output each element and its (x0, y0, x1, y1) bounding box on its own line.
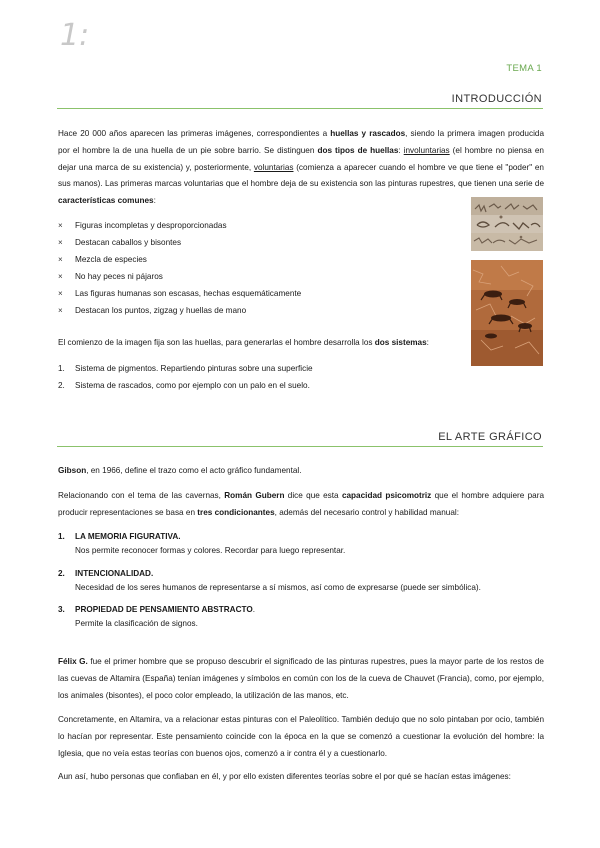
list-item: × Destacan caballos y bisontes (58, 238, 182, 247)
cave-painting-image-1 (471, 197, 543, 251)
intro-paragraph-2: El comienzo de la imagen fija son las huellas, para generarlas el hombre desarrolla los dos sistemas: (58, 338, 429, 347)
condition-item: 3. PROPIEDAD DE PENSAMIENTO ABSTRACTO. Permite la clasificación de signos. (58, 605, 255, 628)
systems-list (58, 360, 313, 394)
list-item: × Mezcla de especies (58, 255, 147, 264)
section-divider (57, 446, 543, 447)
section-title-arte: EL ARTE GRÁFICO (438, 431, 542, 443)
features-list (58, 217, 301, 319)
arte-paragraph-3: Félix G. fue el primer hombre que se propuso descubrir el significado de las pinturas rupestres, pues la mayor parte de los restos de las cuevas de Altamira (España) tenían imágenes y símbolos en común con los de la cueva de Chauvet (Francia), como, por ejemplo, los animales (bisontes), el poco color empleado, la utilización de las manos, etc. (58, 657, 544, 700)
condition-item: 1. LA MEMORIA FIGURATIVA. Nos permite reconocer formas y colores. Recordar para luego representar. (58, 532, 346, 555)
arte-paragraph-2: Relacionando con el tema de las cavernas, Román Gubern dice que esta capacidad psicomotriz que el hombre adquiere para producir representaciones se basa en tres condicionantes, además del necesario control y habilidad manual: (58, 491, 544, 517)
section-divider (57, 108, 543, 109)
topic-label: TEMA 1 (506, 63, 542, 74)
intro-paragraph-1: Hace 20 000 años aparecen las primeras imágenes, correspondientes a huellas y rascados, siendo la primera imagen producida por el hombre la de una huella de un pie sobre barrio. Se distinguen dos tipos de huellas: involuntarias (el hombre no piensa en dejar una marca de su existencia) y, posteriormente, voluntarias (comienza a aparecer cuando el hombre ve que tiene el "poder" en sus manos). Las primeras marcas voluntarias que el hombre deja de su existencia son las pinturas rupestres, que tienen una serie de características comunes: (58, 129, 544, 206)
arte-paragraph-4: Concretamente, en Altamira, va a relacionar estas pinturas con el Paleolítico. También dedujo que no solo pintaban por ocio, también lo hacían por representar. Este pensamiento coincide con la época en la que se comenzó a cuestionar la evolución del hombre: la Iglesia, que no veía estas teorías con buenos ojos, comenzó a ir contra él y a cuestionarlo. (58, 715, 544, 758)
list-item: × No hay peces ni pájaros (58, 272, 163, 281)
page-number: 1: (60, 18, 90, 53)
arte-paragraph-5: Aun así, hubo personas que confiaban en él, y por ello existen diferentes teorías sobre el por qué se hacían estas imágenes: (58, 772, 511, 781)
list-item: × Las figuras humanas son escasas, hechas esquemáticamente (58, 289, 302, 298)
condition-item: 2. INTENCIONALIDAD. Necesidad de los seres humanos de representarse a sí mismos, así como de expresarse (puede ser simbólica). (58, 569, 481, 592)
list-item: 2. Sistema de rascados, como por ejemplo con un palo en el suelo. (58, 381, 310, 390)
list-item: × Figuras incompletas y desproporcionadas (58, 221, 227, 230)
list-item: × Destacan los puntos, zigzag y huellas de mano (58, 306, 247, 315)
section-title-intro: INTRODUCCIÓN (451, 93, 542, 105)
list-item: 1. Sistema de pigmentos. Repartiendo pinturas sobre una superficie (58, 364, 313, 373)
arte-paragraph-1: Gibson, en 1966, define el trazo como el acto gráfico fundamental. (58, 466, 302, 475)
